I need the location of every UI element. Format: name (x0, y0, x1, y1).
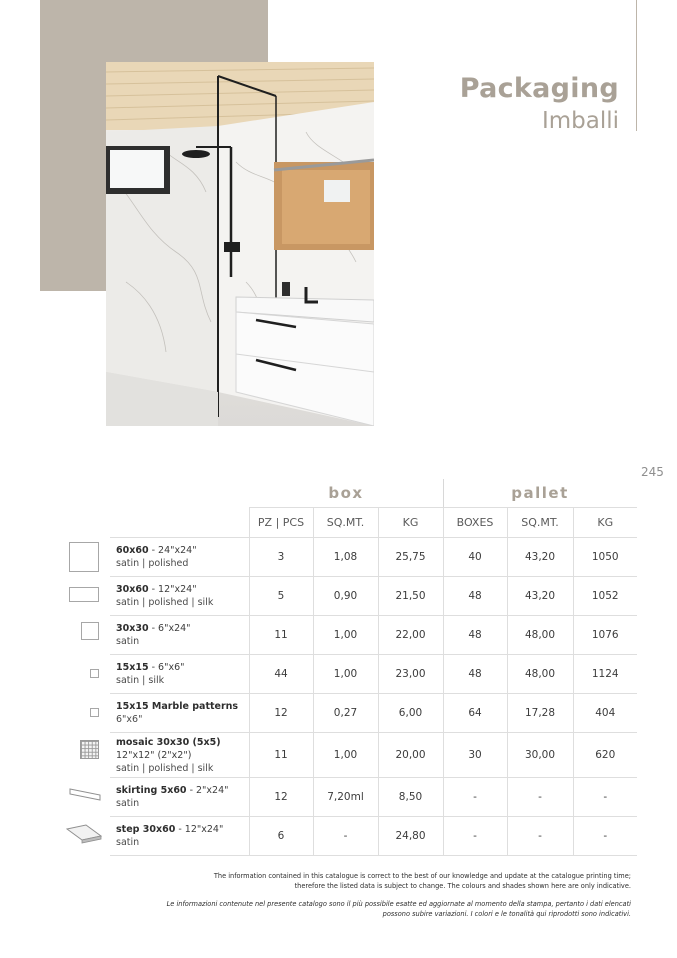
packaging-table (110, 507, 637, 856)
disclaimer-english (214, 871, 631, 891)
square-large-icon (69, 542, 99, 572)
bathroom-photo (106, 62, 374, 426)
product-cell (110, 778, 249, 817)
cell-pallet-kg: - (573, 817, 637, 856)
cell-box-kg: 23,00 (378, 655, 443, 694)
format-label: 30x30 (116, 623, 149, 634)
col-header-pallet-sqmt: SQ.MT. (507, 508, 573, 538)
table-row (110, 694, 637, 733)
title-divider-line (636, 0, 637, 131)
cell-box-kg: 6,00 (378, 694, 443, 733)
finish-label: satin | silk (116, 675, 165, 686)
finish-label: satin | polished (116, 558, 189, 569)
cell-box-kg: 22,00 (378, 616, 443, 655)
col-header-box-kg: KG (378, 508, 443, 538)
cell-boxes: - (443, 778, 507, 817)
cell-box-kg: 20,00 (378, 733, 443, 778)
format-inch: - 24"x24" (148, 545, 197, 556)
product-cell (110, 655, 249, 694)
cell-pallet-sqmt: 43,20 (507, 538, 573, 577)
cell-box-kg: 8,50 (378, 778, 443, 817)
rectangle-icon (69, 587, 99, 602)
cell-pallet-kg: 1124 (573, 655, 637, 694)
finish-label: satin (116, 837, 140, 848)
square-small-icon (90, 669, 99, 678)
cell-pallet-sqmt: - (507, 778, 573, 817)
disclaimer-italian (167, 899, 631, 919)
format-extra: 12"x12" (2"x2") (116, 749, 192, 761)
finish-label: satin | polished | silk (116, 762, 214, 774)
disclaimer-it-line: possono subire variazioni. I colori e le tonalità qui riprodotti sono indicativi. (382, 910, 631, 918)
table-header-row (110, 508, 637, 538)
cell-pcs: 6 (249, 817, 313, 856)
cell-pallet-sqmt: 17,28 (507, 694, 573, 733)
square-medium-icon (81, 622, 99, 640)
cell-box-sqmt: 7,20ml (313, 778, 378, 817)
disclaimer-en-line: therefore the listed data is subject to change. The colours and shades shown here are only indicative. (294, 882, 631, 890)
product-cell (110, 694, 249, 733)
finish-label: satin (116, 798, 140, 809)
disclaimer-en-line: The information contained in this catalogue is correct to the best of our knowledge and update at the catalogue printing time; (213, 872, 631, 880)
cell-pallet-sqmt: 43,20 (507, 577, 573, 616)
format-label: 30x60 (116, 584, 149, 595)
product-cell (110, 817, 249, 856)
table-row (110, 616, 637, 655)
product-cell (110, 538, 249, 577)
cell-box-kg: 21,50 (378, 577, 443, 616)
table-row (110, 577, 637, 616)
cell-boxes: 40 (443, 538, 507, 577)
cell-boxes: 48 (443, 577, 507, 616)
cell-pcs: 5 (249, 577, 313, 616)
step-icon (66, 824, 102, 848)
cell-pallet-kg: - (573, 778, 637, 817)
cell-pallet-sqmt: 30,00 (507, 733, 573, 778)
cell-pallet-kg: 1052 (573, 577, 637, 616)
cell-boxes: - (443, 817, 507, 856)
product-cell (110, 616, 249, 655)
cell-pcs: 12 (249, 694, 313, 733)
cell-pallet-sqmt: 48,00 (507, 616, 573, 655)
page-subtitle: Imballi (541, 108, 619, 134)
format-inch: - 6"x6" (148, 662, 185, 673)
format-label: step 30x60 (116, 824, 176, 835)
cell-box-sqmt: 1,00 (313, 733, 378, 778)
table-row (110, 733, 637, 778)
cell-pcs: 11 (249, 616, 313, 655)
header-blank (110, 508, 249, 538)
cell-pallet-kg: 1050 (573, 538, 637, 577)
square-small-icon (90, 708, 99, 717)
cell-box-kg: 25,75 (378, 538, 443, 577)
format-label: 15x15 (116, 662, 149, 673)
cell-box-sqmt: - (313, 817, 378, 856)
col-header-pallet-kg: KG (573, 508, 637, 538)
cell-box-sqmt: 0,27 (313, 694, 378, 733)
cell-pallet-sqmt: 48,00 (507, 655, 573, 694)
cell-pallet-kg: 620 (573, 733, 637, 778)
cell-pallet-kg: 1076 (573, 616, 637, 655)
table-row (110, 778, 637, 817)
page-number: 245 (641, 465, 664, 479)
finish-label: satin | polished | silk (116, 597, 214, 608)
cell-boxes: 48 (443, 655, 507, 694)
cell-box-sqmt: 1,00 (313, 616, 378, 655)
format-inch: - 2"x24" (186, 785, 229, 796)
cell-pallet-kg: 404 (573, 694, 637, 733)
skirting-icon (69, 786, 101, 805)
format-label: mosaic 30x30 (5x5) (116, 736, 221, 748)
format-inch: - 12"x24" (175, 824, 224, 835)
cell-box-kg: 24,80 (378, 817, 443, 856)
table-row (110, 538, 637, 577)
col-header-pcs: PZ | PCS (249, 508, 313, 538)
cell-pallet-sqmt: - (507, 817, 573, 856)
format-label: 60x60 (116, 545, 149, 556)
cell-boxes: 48 (443, 616, 507, 655)
format-inch: - 6"x24" (148, 623, 191, 634)
cell-pcs: 11 (249, 733, 313, 778)
mosaic-icon (80, 740, 99, 759)
col-header-boxes: BOXES (443, 508, 507, 538)
disclaimer-it-line: Le informazioni contenute nel presente catalogo sono il più possibile esatte ed aggiornate al momento della stampa, pertanto i dati elencati (166, 900, 631, 908)
format-label: skirting 5x60 (116, 785, 187, 796)
group-header-pallet: pallet (511, 484, 569, 502)
page-title: Packaging (459, 73, 619, 104)
cell-box-sqmt: 1,00 (313, 655, 378, 694)
table-row (110, 655, 637, 694)
finish-label: satin (116, 636, 140, 647)
product-cell (110, 733, 249, 778)
cell-pcs: 44 (249, 655, 313, 694)
cell-box-sqmt: 0,90 (313, 577, 378, 616)
format-inch: - 12"x24" (148, 584, 197, 595)
finish-label: 6"x6" (116, 714, 143, 725)
format-label: 15x15 Marble patterns (116, 701, 239, 712)
product-cell (110, 577, 249, 616)
cell-pcs: 12 (249, 778, 313, 817)
cell-box-sqmt: 1,08 (313, 538, 378, 577)
cell-boxes: 30 (443, 733, 507, 778)
group-header-box: box (328, 484, 364, 502)
col-header-box-sqmt: SQ.MT. (313, 508, 378, 538)
cell-pcs: 3 (249, 538, 313, 577)
table-row (110, 817, 637, 856)
cell-boxes: 64 (443, 694, 507, 733)
